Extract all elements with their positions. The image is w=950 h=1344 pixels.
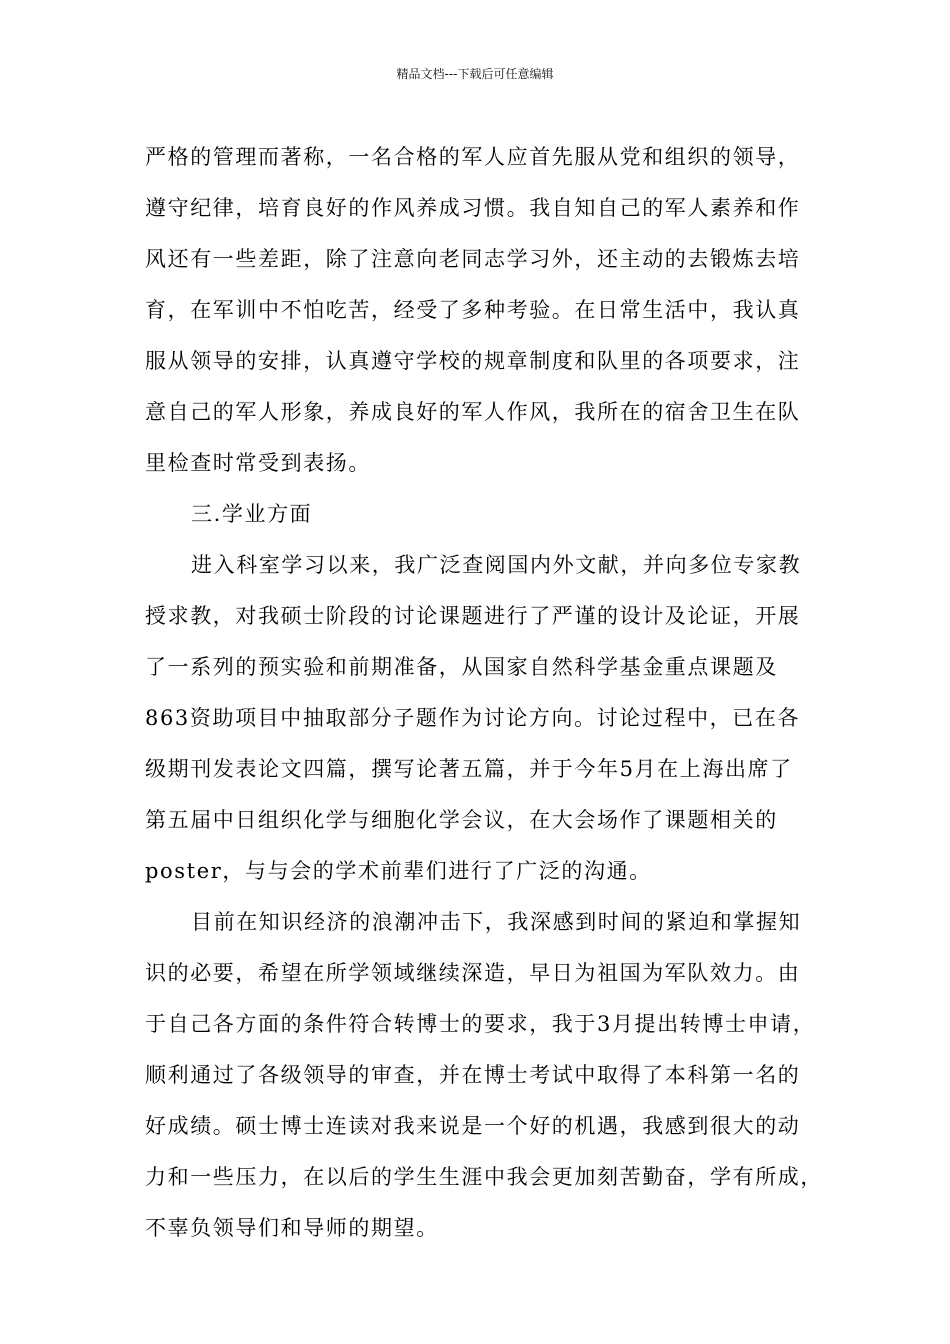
text-line: 目前在知识经济的浪潮冲击下，我深感到时间的紧迫和掌握知 xyxy=(191,910,802,934)
section-heading: 三.学业方面 xyxy=(191,502,313,526)
text-line: 严格的管理而著称，一名合格的军人应首先服从党和组织的领导， xyxy=(145,145,801,169)
text-line: 里检查时常受到表扬。 xyxy=(145,451,371,475)
text-line: 意自己的军人形象，养成良好的军人作风，我所在的宿舍卫生在队 xyxy=(145,400,801,424)
text-line: 授求教，对我硕士阶段的讨论课题进行了严谨的设计及论证，开展 xyxy=(145,604,801,628)
text-line: 级期刊发表论文四篇，撰写论著五篇，并于今年5月在上海出席了 xyxy=(145,757,793,781)
text-line: 863资助项目中抽取部分子题作为讨论方向。讨论过程中，已在各 xyxy=(145,706,801,730)
document-body xyxy=(145,132,823,1254)
text-line: poster，与与会的学术前辈们进行了广泛的沟通。 xyxy=(145,859,652,883)
text-line: 不辜负领导们和导师的期望。 xyxy=(145,1216,439,1240)
text-line: 好成绩。硕士博士连读对我来说是一个好的机遇，我感到很大的动 xyxy=(145,1114,801,1138)
page-header: 精品文档---下载后可任意编辑 xyxy=(396,67,554,81)
text-line: 进入科室学习以来，我广泛查阅国内外文献，并向多位专家教 xyxy=(191,553,802,577)
text-line: 顺利通过了各级领导的审查，并在博士考试中取得了本科第一名的 xyxy=(145,1063,801,1087)
text-line: 识的必要，希望在所学领域继续深造，早日为祖国为军队效力。由 xyxy=(145,961,801,985)
text-line: 了一系列的预实验和前期准备，从国家自然科学基金重点课题及 xyxy=(145,655,778,679)
text-line: 遵守纪律，培育良好的作风养成习惯。我自知自己的军人素养和作 xyxy=(145,196,801,220)
text-line: 风还有一些差距，除了注意向老同志学习外，还主动的去锻炼去培 xyxy=(145,247,801,271)
text-line: 育，在军训中不怕吃苦，经受了多种考验。在日常生活中，我认真 xyxy=(145,298,801,322)
text-line: 第五届中日组织化学与细胞化学会议，在大会场作了课题相关的 xyxy=(145,808,778,832)
text-line: 于自己各方面的条件符合转博士的要求，我于3月提出转博士申请， xyxy=(145,1012,816,1036)
text-line: 服从领导的安排，认真遵守学校的规章制度和队里的各项要求，注 xyxy=(145,349,801,373)
text-line: 力和一些压力，在以后的学生生涯中我会更加刻苦勤奋，学有所成， xyxy=(145,1165,823,1189)
